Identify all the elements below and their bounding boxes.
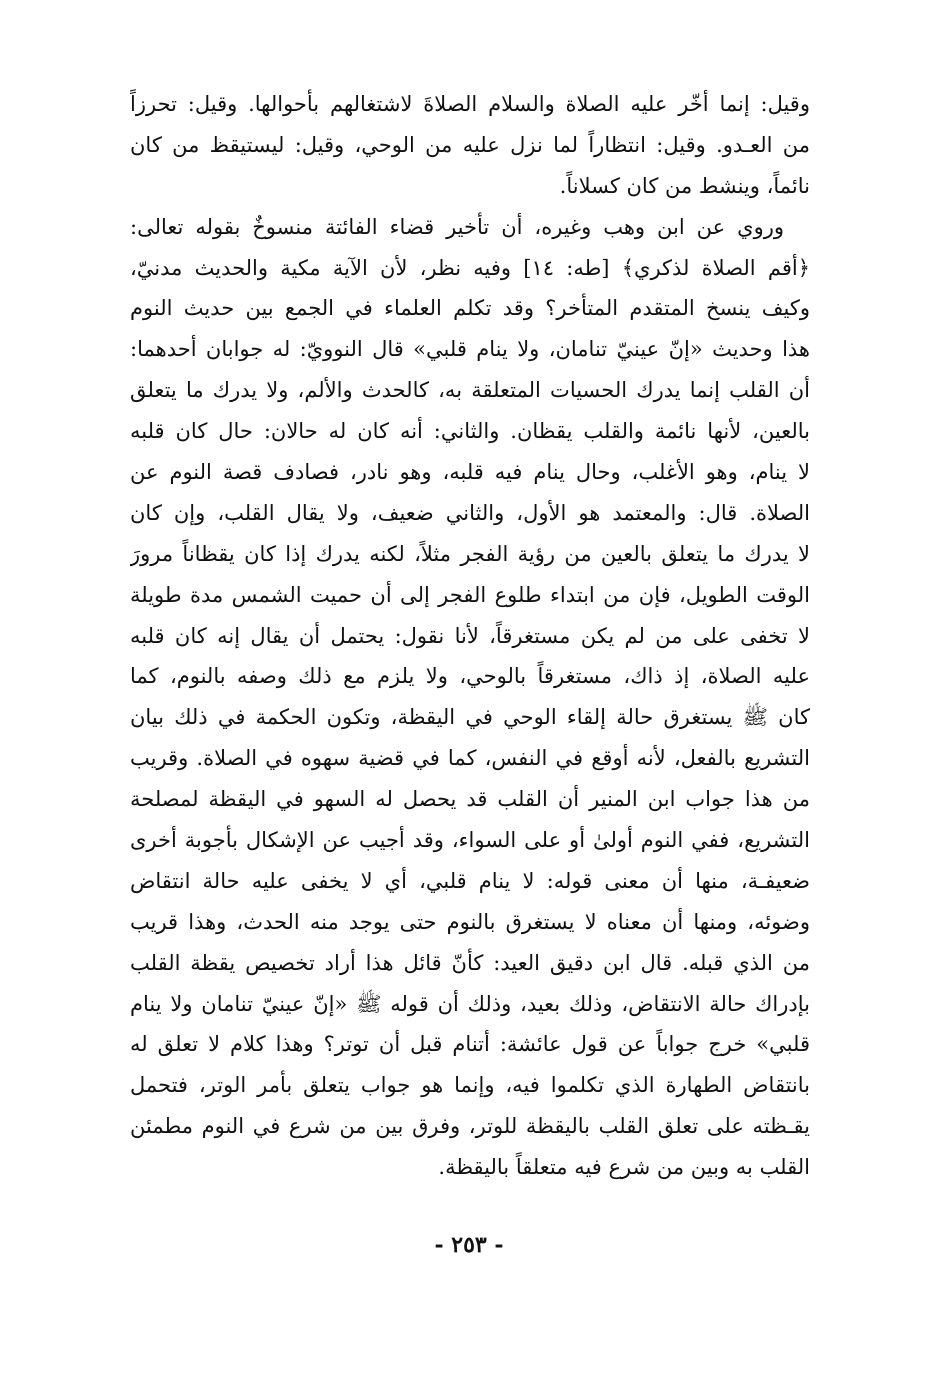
- text-line: يقـظته على تعلق القلب باليقظة للوتر، وفرق بين من شرع في النوم مطمئن: [130, 1114, 810, 1139]
- text-line: وقيل: إنما أخّر عليه الصلاة والسلام الصلاةَ لاشتغالهم بأحوالها. وقيل: تحرزاً: [130, 92, 810, 116]
- text-line: ﴿أقم الصلاة لذكري﴾ [طه: ١٤] وفيه نظر، لأن الآية مكية والحديث مدنيّ،: [130, 255, 810, 280]
- text-line: التشريع بالفعل، لأنه أوقع في النفس، كما في قضية سهوه في الصلاة. وقريب: [130, 746, 810, 771]
- text-line: القلب به وبين من شرع فيه متعلقاً باليقظة.: [438, 1155, 810, 1180]
- text-line: نائماً، وينشط من كان كسلاناً.: [559, 173, 810, 198]
- text-line: من الذي قبله. قال ابن دقيق العيد: كأنّ قائل هذا أراد تخصيص يقظة القلب: [130, 950, 810, 975]
- text-line: بالعين، لأنها نائمة والقلب يقظان. والثاني: أنه كان له حالان: حال كان قلبه: [130, 419, 810, 444]
- text-line: لا ينام، وهو الأغلب، وحال ينام فيه قلبه، وهو نادر، فصادف قصة النوم عن: [130, 460, 810, 485]
- page-number: - ٢٥٣ -: [434, 1232, 504, 1258]
- text-line: لا تخفى على من لم يكن مستغرقاً، لأنا نقول: يحتمل أن يقال إنه كان قلبه: [130, 623, 810, 648]
- text-line: وكيف ينسخ المتقدم المتأخر؟ وقد تكلم العلماء في الجمع بين حديث النوم: [130, 296, 810, 321]
- text-line: هذا وحديث «إنّ عينيّ تنامان، ولا ينام قلبي» قال النوويّ: له جوابان أحدهما:: [130, 337, 810, 362]
- text-line: وروي عن ابن وهب وغيره، أن تأخير قضاء الفائتة منسوخٌ بقوله تعالى:: [130, 214, 784, 239]
- page-text: [130, 84, 810, 1188]
- text-line: أن القلب إنما يدرك الحسيات المتعلقة به، كالحدث والألم، ولا يدرك ما يتعلق: [130, 378, 810, 403]
- text-line: الوقت الطويل، فإن من ابتداء طلوع الفجر إلى أن حميت الشمس مدة طويلة: [130, 582, 810, 607]
- text-line: بإدراك حالة الانتقاض، وذلك بعيد، وذلك أن قوله ﷺ «إنّ عينيّ تنامان ولا ينام: [130, 991, 810, 1016]
- text-line: ضعيفـة، منها أن معنى قوله: لا ينام قلبي، أي لا يخفى عليه حالة انتقاض: [130, 868, 810, 893]
- text-line: لا يدرك ما يتعلق بالعين من رؤية الفجر مثلاً، لكنه يدرك إذا كان يقظاناً مرورَ: [130, 541, 810, 566]
- text-line: كان ﷺ يستغرق حالة إلقاء الوحي في اليقظة، وتكون الحكمة في ذلك بيان: [130, 705, 810, 730]
- text-line: الصلاة. قال: والمعتمد هو الأول، والثاني ضعيف، ولا يقال القلب، وإن كان: [130, 500, 810, 525]
- text-line: بانتقاض الطهارة الذي تكلموا فيه، وإنما هو جواب يتعلق بأمر الوتر، فتحمل: [130, 1073, 810, 1098]
- text-line: قلبي» خرج جواباً عن قول عائشة: أتنام قبل أن توتر؟ وهذا كلام لا تعلق له: [130, 1032, 810, 1057]
- text-line: وضوئه، ومنها أن معناه لا يستغرق بالنوم حتى يوجد منه الحدث، وهذا قريب: [130, 909, 810, 934]
- text-line: التشريع، ففي النوم أولىٰ أو على السواء، وقد أجيب عن الإشكال بأجوبة أخرى: [130, 828, 810, 853]
- text-line: من هذا جواب ابن المنير أن القلب قد يحصل له السهو في اليقظة لمصلحة: [130, 787, 810, 812]
- text-line: عليه الصلاة، إذ ذاك، مستغرقاً بالوحي، ولا يلزم مع ذلك وصفه بالنوم، كما: [130, 664, 810, 689]
- text-line: من العـدو. وقيل: انتظاراً لما نزل عليه من الوحي، وقيل: ليستيقظ من كان: [130, 132, 810, 157]
